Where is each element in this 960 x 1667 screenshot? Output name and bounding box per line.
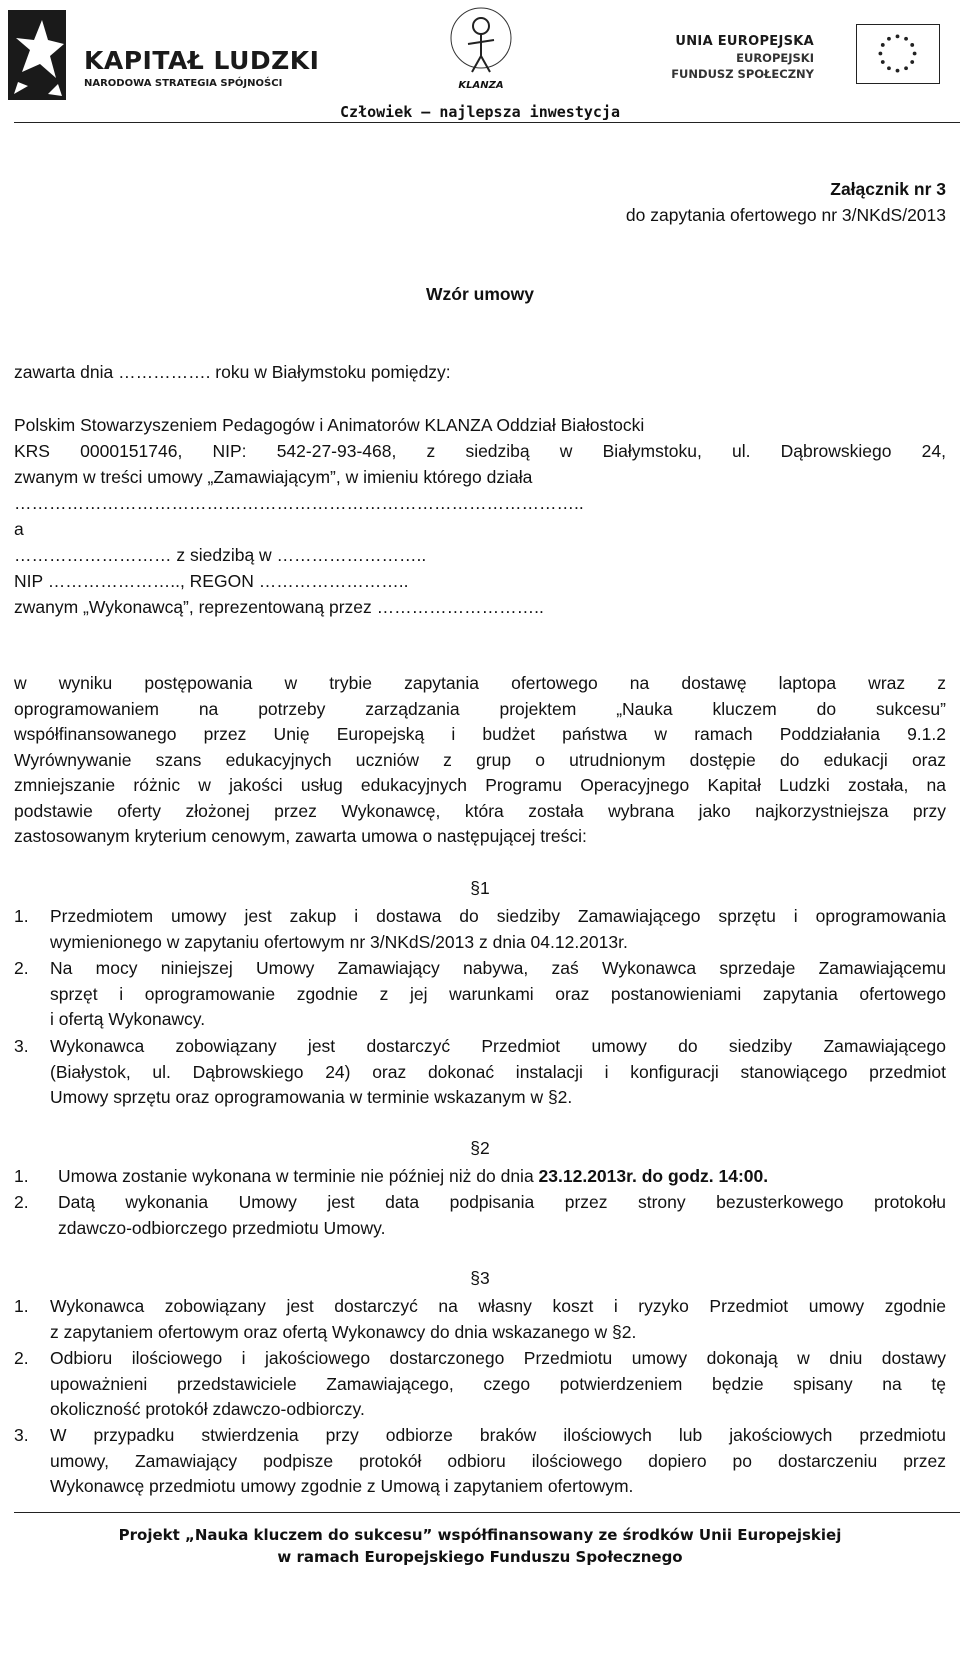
item-line: umowy, Zamawiający podpisze protokół odbioru ilościowego dopiero po dostarczeniu przez bbox=[50, 1450, 946, 1471]
item-number: 1. bbox=[14, 906, 29, 926]
party-1-line-3: zwanym w treści umowy „Zamawiającym”, w imieniu którego działa bbox=[14, 467, 533, 487]
annex-title: Załącznik nr 3 bbox=[830, 179, 946, 199]
kapital-ludzki-star-icon bbox=[8, 10, 66, 100]
ue-line-3: FUNDUSZ SPOŁECZNY bbox=[671, 67, 814, 81]
party-1-line-4: …………………………………………………………………………………….. bbox=[14, 493, 584, 513]
section-2-heading: §2 bbox=[470, 1138, 490, 1158]
eu-flag-icon bbox=[856, 24, 940, 84]
and-word: a bbox=[14, 519, 24, 539]
item-line: upoważnieni przedstawiciele Zamawiającego, czego potwierdzeniem będzie spisany na tę bbox=[50, 1373, 946, 1394]
item-number: 3. bbox=[14, 1036, 29, 1056]
ue-efs-logo bbox=[671, 24, 940, 84]
item-line: Wykonawcę przedmiotu umowy zgodnie z Umową i zapytaniem ofertowym. bbox=[50, 1476, 634, 1496]
klanza-logo bbox=[446, 0, 516, 95]
klanza-wordmark: KLANZA bbox=[458, 80, 504, 91]
item-line: wymienionego w zapytaniu ofertowym nr 3/NKdS/2013 z dnia 04.12.2013r. bbox=[50, 931, 628, 952]
item-line bbox=[58, 1164, 946, 1190]
header-tagline: Człowiek – najlepsza inwestycja bbox=[340, 103, 620, 121]
preamble-line: współfinansowanego przez Unię Europejską i budżet państwa w ramach Poddziałania 9.1.2 bbox=[14, 724, 946, 744]
item-line: Datą wykonania Umowy jest data podpisania przez strony bezusterkowego protokołu bbox=[58, 1192, 946, 1212]
item-number: 2. bbox=[14, 1348, 29, 1368]
preamble-line: oprogramowaniem na potrzeby zarządzania projektem „Nauka kluczem do sukcesu” bbox=[14, 698, 946, 719]
item-line: zdawczo-odbiorczego przedmiotu Umowy. bbox=[58, 1217, 386, 1238]
ue-line-1: UNIA EUROPEJSKA bbox=[675, 34, 814, 49]
item-line: okoliczność protokół zdawczo-odbiorczy. bbox=[50, 1399, 365, 1419]
item-number: 2. bbox=[14, 1192, 29, 1212]
kapital-ludzki-logo bbox=[8, 10, 320, 100]
deadline-date: 23.12.2013r. do godz. 14:00. bbox=[538, 1166, 769, 1186]
item-line: Przedmiotem umowy jest zakup i dostawa do siedziby Zamawiającego sprzętu i oprogramowania bbox=[50, 906, 946, 926]
item-line: i ofertą Wykonawcy. bbox=[50, 1009, 206, 1029]
party-2-line-1: ……………………… z siedzibą w …………………….. bbox=[14, 545, 427, 565]
item-line: Odbioru ilościowego i jakościowego dostarczonego Przedmiotu umowy dokonają w dniu dostawy bbox=[50, 1348, 946, 1368]
item-line: (Białystok, ul. Dąbrowskiego 24) oraz dokonać instalacji i konfiguracji stanowiącego przedmiot bbox=[50, 1061, 946, 1082]
item-number: 1. bbox=[14, 1296, 29, 1316]
party-1-line-2: KRS 0000151746, NIP: 542-27-93-468, z siedzibą w Białymstoku, ul. Dąbrowskiego 24, bbox=[14, 441, 946, 461]
item-line: Na mocy niniejszej Umowy Zamawiający nabywa, zaś Wykonawca sprzedaje Zamawiającemu bbox=[50, 958, 946, 978]
footer-line-2: w ramach Europejskiego Funduszu Społecznego bbox=[277, 1548, 683, 1566]
item-line: Wykonawca zobowiązany jest dostarczyć Przedmiot umowy do siedziby Zamawiającego bbox=[50, 1036, 946, 1056]
preamble-line: Wyrównywanie szans edukacyjnych uczniów z grup o utrudnionym dostępie do edukacji oraz bbox=[14, 749, 946, 770]
page-header bbox=[0, 0, 960, 130]
item-line: Wykonawca zobowiązany jest dostarczyć na własny koszt i ryzyko Przedmiot umowy zgodnie bbox=[50, 1296, 946, 1316]
preamble-line: podstawie oferty złożonej przez Wykonawcę, która została wybrana jako najkorzystniejsza przy bbox=[14, 800, 946, 821]
document-title: Wzór umowy bbox=[426, 284, 534, 304]
preamble-line: w wyniku postępowania w trybie zapytania ofertowego na dostawę laptopa wraz z bbox=[14, 673, 946, 693]
preamble bbox=[14, 671, 946, 850]
kapital-ludzki-name: KAPITAŁ LUDZKI bbox=[84, 46, 320, 75]
preamble-line: zastosowanym kryterium cenowym, zawarta umowa o następującej treści: bbox=[14, 826, 587, 846]
item-line: W przypadku stwierdzenia przy odbiorze braków ilościowych lub jakościowych przedmiotu bbox=[50, 1425, 946, 1445]
item-number: 2. bbox=[14, 958, 29, 978]
concluded-line: zawarta dnia ……………. roku w Białymstoku pomiędzy: bbox=[14, 362, 451, 382]
party-2-line-2: NIP ………………….., REGON …………………….. bbox=[14, 571, 409, 591]
party-1-line-1: Polskim Stowarzyszeniem Pedagogów i Animatorów KLANZA Oddział Białostocki bbox=[14, 415, 645, 435]
party-1 bbox=[14, 412, 946, 620]
page-footer bbox=[0, 1524, 960, 1568]
item-line: z zapytaniem ofertowym oraz ofertą Wykonawcy do dnia wskazanego w §2. bbox=[50, 1321, 637, 1342]
ue-text bbox=[671, 34, 814, 82]
klanza-figure-icon bbox=[446, 0, 516, 80]
item-line: sprzęt i oprogramowanie zgodnie z jej warunkami oraz postanowieniami zapytania ofertowego bbox=[50, 983, 946, 1004]
footer-line-1: Projekt „Nauka kluczem do sukcesu” współfinansowany ze środków Unii Europejskiej bbox=[118, 1526, 842, 1544]
header-divider bbox=[14, 122, 960, 123]
item-number: 1. bbox=[14, 1166, 29, 1186]
item-line: Umowy sprzętu oraz oprogramowania w terminie wskazanym w §2. bbox=[50, 1087, 573, 1107]
annex-subtitle: do zapytania ofertowego nr 3/NKdS/2013 bbox=[625, 205, 946, 225]
footer-divider bbox=[14, 1512, 960, 1513]
section-1-heading: §1 bbox=[470, 878, 490, 898]
ue-line-2: EUROPEJSKI bbox=[736, 51, 814, 65]
section-3-heading: §3 bbox=[470, 1268, 490, 1288]
deadline-text: Umowa zostanie wykonana w terminie nie później niż do dnia bbox=[58, 1166, 539, 1186]
preamble-line: zmniejszanie różnic w jakości usług edukacyjnych Programu Operacyjnego Kapitał Ludzki została, na bbox=[14, 775, 946, 795]
kapital-ludzki-subtitle: NARODOWA STRATEGIA SPÓJNOŚCI bbox=[84, 78, 283, 89]
item-number: 3. bbox=[14, 1425, 29, 1445]
party-2-line-3: zwanym „Wykonawcą”, reprezentowaną przez ……………………….. bbox=[14, 597, 544, 617]
